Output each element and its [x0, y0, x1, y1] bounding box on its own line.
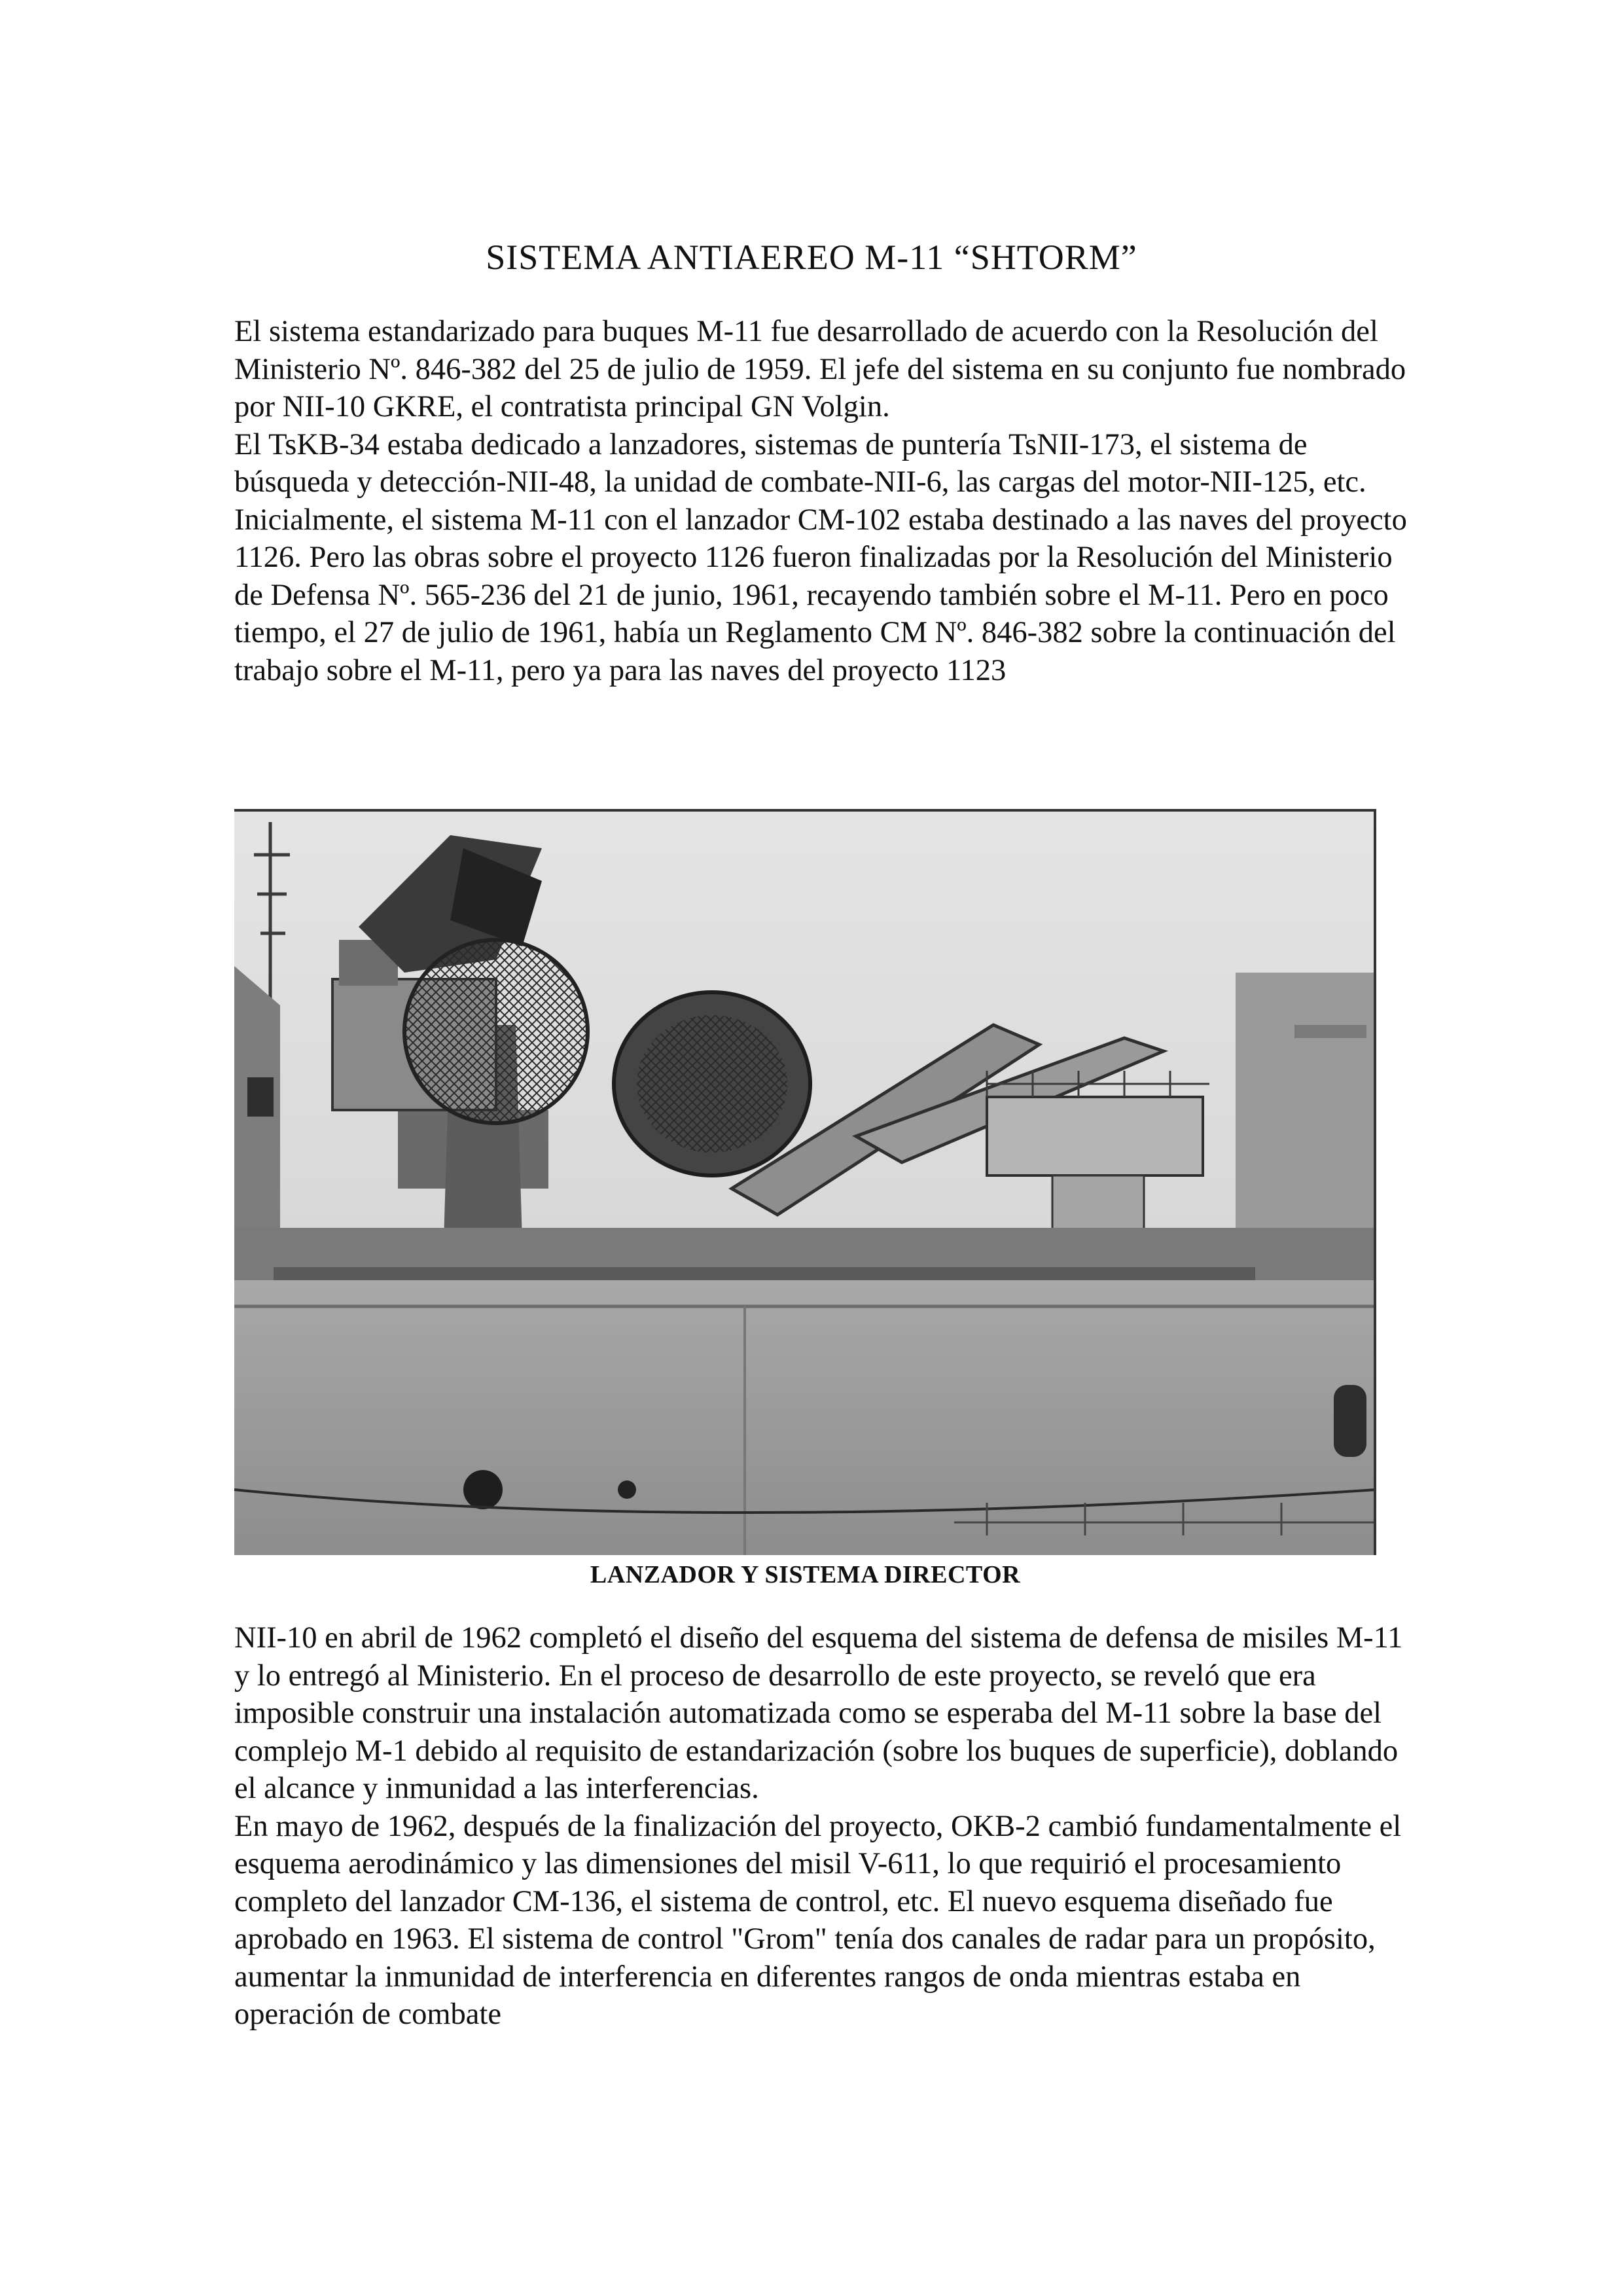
- intro-text-section: [234, 313, 1412, 689]
- paragraph: Inicialmente, el sistema M-11 con el lanzador CM-102 estaba destinado a las naves del proyecto 1126. Pero las obras sobre el proyecto 1126 fueron finalizadas por la Resolución del Ministerio de Defensa Nº. 565-236 del 21 de junio, 1961, recayendo también sobre el M-11. Pero en poco tiempo, el 27 de julio de 1961, había un Reglamento CM Nº. 846-382 sobre la continuación del trabajo sobre el M-11, pero ya para las naves del proyecto 1123: [234, 503, 1407, 687]
- paragraph: En mayo de 1962, después de la finalización del proyecto, OKB-2 cambió fundamentalmente el esquema aerodinámico y las dimensiones del misil V-611, lo que requirió el procesamiento completo del lanzador CM-136, el sistema de control, etc. El nuevo esquema diseñado fue aprobado en 1963. El sistema de control "Grom" tenía dos canales de radar para un propósito, aumentar la inmunidad de interferencia en diferentes rangos de onda mientras estaba en operación de combate: [234, 1809, 1402, 2031]
- launcher-photo: [234, 809, 1376, 1555]
- development-text-section: [234, 1619, 1412, 2034]
- page-title: SISTEMA ANTIAEREO M-11 “SHTORM”: [486, 238, 1137, 277]
- paragraph: NII-10 en abril de 1962 completó el diseño del esquema del sistema de defensa de misiles M-11 y lo entregó al Ministerio. En el proceso de desarrollo de este proyecto, se reveló que era imposible construir una instalación automatizada como se esperaba del M-11 sobre la base del complejo M-1 debido al requisito de estandarización (sobre los buques de superficie), doblando el alcance y inmunidad a las interferencias.: [234, 1621, 1403, 1805]
- paragraph: El TsKB-34 estaba dedicado a lanzadores, sistemas de puntería TsNII-173, el sistema de búsqueda y detección-NII-48, la unidad de combate-NII-6, las cargas del motor-NII-125, etc.: [234, 427, 1366, 499]
- figure-caption: LANZADOR Y SISTEMA DIRECTOR: [590, 1561, 1021, 1588]
- paragraph: El sistema estandarizado para buques M-11 fue desarrollado de acuerdo con la Resolución del Ministerio Nº. 846-382 del 25 de julio de 1959. El jefe del sistema en su conjunto fue nombrado por NII-10 GKRE, el contratista principal GN Volgin.: [234, 315, 1406, 423]
